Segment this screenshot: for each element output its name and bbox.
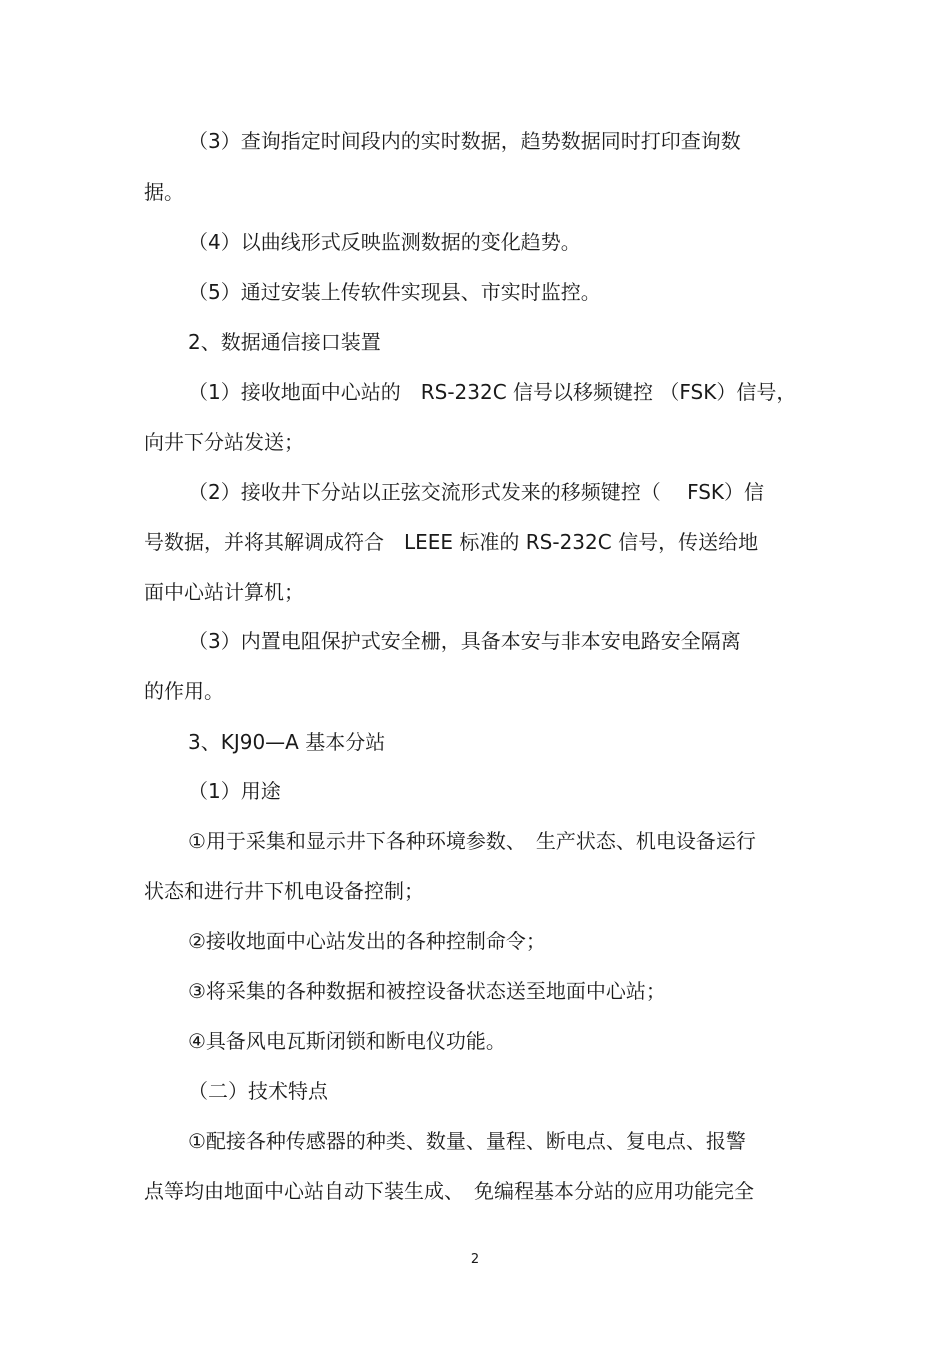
text-line: 向井下分站发送； <box>144 430 304 454</box>
subsection-heading: （二）技术特点 <box>188 1079 328 1103</box>
text-line: ③将采集的各种数据和被控设备状态送至地面中心站； <box>188 979 666 1003</box>
text-line: 点等均由地面中心站自动下装生成、 免编程基本分站的应用功能完全 <box>144 1179 754 1203</box>
page-number: 2 <box>470 1252 480 1267</box>
text-line: 的作用。 <box>144 679 224 703</box>
text-line: ④具备风电瓦斯闭锁和断电仪功能。 <box>188 1029 506 1053</box>
text-line: （4）以曲线形式反映监测数据的变化趋势。 <box>188 230 581 254</box>
text-line: 据。 <box>144 180 184 204</box>
text-line: （1）接收地面中心站的 RS-232C 信号以移频键控 （FSK）信号， <box>188 380 797 404</box>
text-line: ①配接各种传感器的种类、数量、量程、断电点、复电点、报警 <box>188 1129 746 1153</box>
text-line: （3）查询指定时间段内的实时数据，趋势数据同时打印查询数 <box>188 129 741 153</box>
text-line: ①用于采集和显示井下各种环境参数、 生产状态、机电设备运行 <box>188 829 756 853</box>
section-heading: 3、KJ90—A 基本分站 <box>188 730 386 754</box>
text-line: 面中心站计算机； <box>144 580 304 604</box>
text-line: 状态和进行井下机电设备控制； <box>144 879 424 903</box>
subsection-heading: （1）用途 <box>188 779 281 803</box>
text-line: （2）接收井下分站以正弦交流形式发来的移频键控（ FSK）信 <box>188 480 765 504</box>
section-heading: 2、数据通信接口装置 <box>188 330 381 354</box>
text-line: ②接收地面中心站发出的各种控制命令； <box>188 929 546 953</box>
text-line: （3）内置电阻保护式安全栅，具备本安与非本安电路安全隔离 <box>188 629 741 653</box>
text-line: 号数据，并将其解调成符合 LEEE 标准的 RS-232C 信号，传送给地 <box>144 530 759 554</box>
text-line: （5）通过安装上传软件实现县、市实时监控。 <box>188 280 601 304</box>
